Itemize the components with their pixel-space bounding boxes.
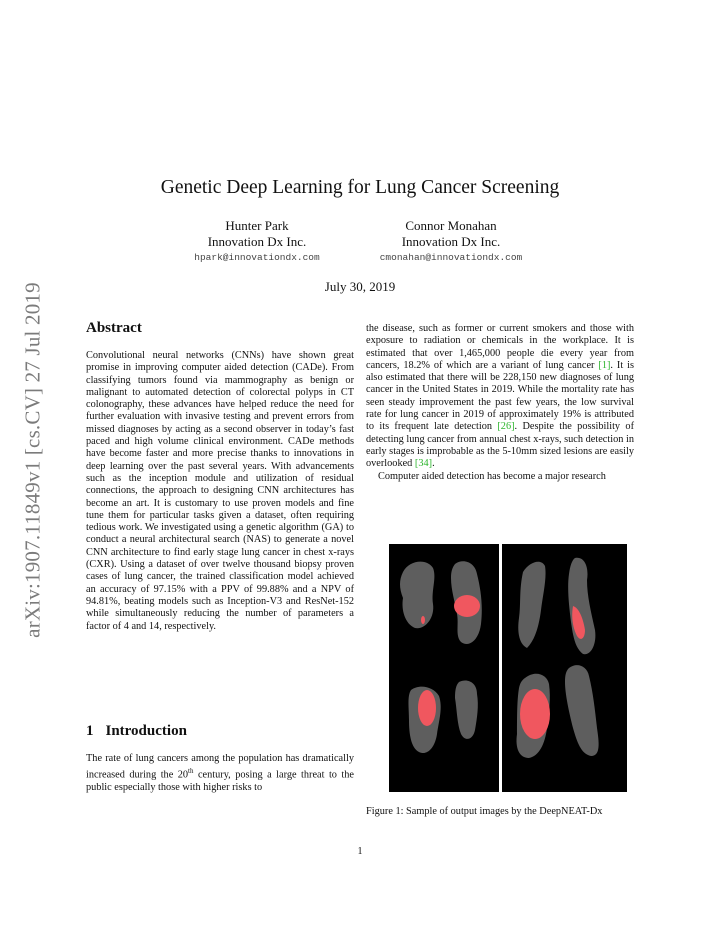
lung-shape: [400, 562, 434, 629]
author-name: Hunter Park: [225, 218, 289, 233]
author-affiliation: Innovation Dx Inc.: [401, 234, 501, 249]
citation-link[interactable]: [26]: [497, 421, 515, 433]
right-paragraph-2: Computer aided detection has become a major research: [378, 470, 606, 482]
abstract-heading: Abstract: [86, 320, 142, 336]
paper-title: Genetic Deep Learning for Lung Cancer Screening: [160, 177, 560, 198]
intro-body: [86, 753, 354, 794]
figure-divider: [499, 544, 502, 792]
figure-1-image: [389, 544, 627, 792]
intro-superscript: th: [188, 767, 194, 776]
panel-top-left: [400, 561, 482, 644]
right-text-b: . It is also estimated that there will be 228,150 new diagnoses of lung cancer in the United States in 2019. While the mortality rate has seen steady improvement the past few years, the low survival rate for lung cancer in 2019 of approximately 19% is attributed to its frequent late detection: [366, 359, 634, 433]
intro-text-a: The rate of lung cancers among the population has dramatically increased during the 20: [86, 753, 354, 781]
author-affiliation: Innovation Dx Inc.: [207, 234, 307, 249]
right-text-c: . Despite the possibility of detecting lung cancer from annual chest x-rays, such detection in early stages is improbable as the 5-10mm sized lesions are easily overlooked: [366, 421, 635, 470]
abstract-text: Convolutional neural networks (CNNs) have shown great promise in improving computer aided detection (CADe). From classifying tumors found via mammography as benign or malignant to automated detection of colorectal polyps in CT colonography, these advances have helped reduce the need for further evaluation with invasive testing and prevent errors from missed diagnoses by acting as a second observer in today’s fast paced and high volume clinical environment. CADe methods have become faster and more precise thanks to innovations in deep learning over the past several years. With advancements such as the inception module and utilization of residual connections, the approach to designing CNN architectures has become an art. It is customary to use proven models and fine tune them for particular tasks given a dataset, often requiring tedious work. We investigated using a genetic algorithm (GA) to conduct a neural architectural search (NAS) to generate a novel CNN architecture to find early stage lung cancer in chest x-rays (CXR). Using a dataset of over twelve thousand biopsy proven cases of lung cancer, the trained classification model achieved an accuracy of 97.15% with a PPV of 99.88% and a NPV of 94.81%, beating models such as Inception-V3 and ResNet-152 while simultaneously reducing the number of parameters a factor of 4 and 14, respectively.: [86, 350, 354, 632]
panel-bottom-left: [409, 681, 478, 754]
intro-paragraph: [86, 753, 354, 794]
citation-link[interactable]: [34]: [414, 458, 433, 470]
author-block-1: [147, 218, 367, 266]
citation-link[interactable]: [1]: [598, 359, 611, 371]
figure-caption: Figure 1: Sample of output images by the DeepNEAT-Dx: [366, 806, 603, 817]
author-email[interactable]: cmonahan@innovationdx.com: [379, 252, 523, 263]
right-column-body: [366, 323, 634, 483]
intro-heading: [86, 723, 187, 740]
lung-shape: [518, 562, 545, 648]
lung-shape: [568, 558, 595, 654]
lung-shape: [455, 681, 478, 739]
right-text-a: the disease, such as former or current smokers and those with exposure to radiation or chemicals in the workplace. It is estimated that over 1,465,000 people die every year from cancers, 18.2% of which are a variant of lung cancer: [366, 323, 634, 371]
section-title: Introduction: [105, 723, 187, 739]
author-email[interactable]: hpark@innovationdx.com: [194, 252, 320, 263]
lung-shape: [565, 665, 599, 756]
lesion-region: [421, 616, 425, 624]
section-number: 1: [86, 723, 94, 739]
arxiv-side-label: arXiv:1907.11849v1 [cs.CV] 27 Jul 2019: [20, 282, 45, 638]
lung-segmentation-collage: [389, 544, 627, 792]
panel-bottom-right: [517, 665, 599, 758]
paper-date: July 30, 2019: [324, 279, 396, 294]
author-name: Connor Monahan: [405, 218, 497, 233]
panel-top-right: [518, 558, 595, 654]
abstract-body: [86, 350, 354, 633]
lesion-region: [418, 690, 436, 726]
page-number: 1: [357, 846, 363, 857]
author-block-2: [341, 218, 561, 266]
lesion-region: [454, 595, 480, 617]
lesion-region: [520, 689, 550, 739]
intro-text-b: century, posing a large threat to the public especially those with higher risks to: [86, 769, 354, 794]
right-text-d: .: [432, 458, 435, 470]
right-paragraph-1: [366, 323, 634, 471]
